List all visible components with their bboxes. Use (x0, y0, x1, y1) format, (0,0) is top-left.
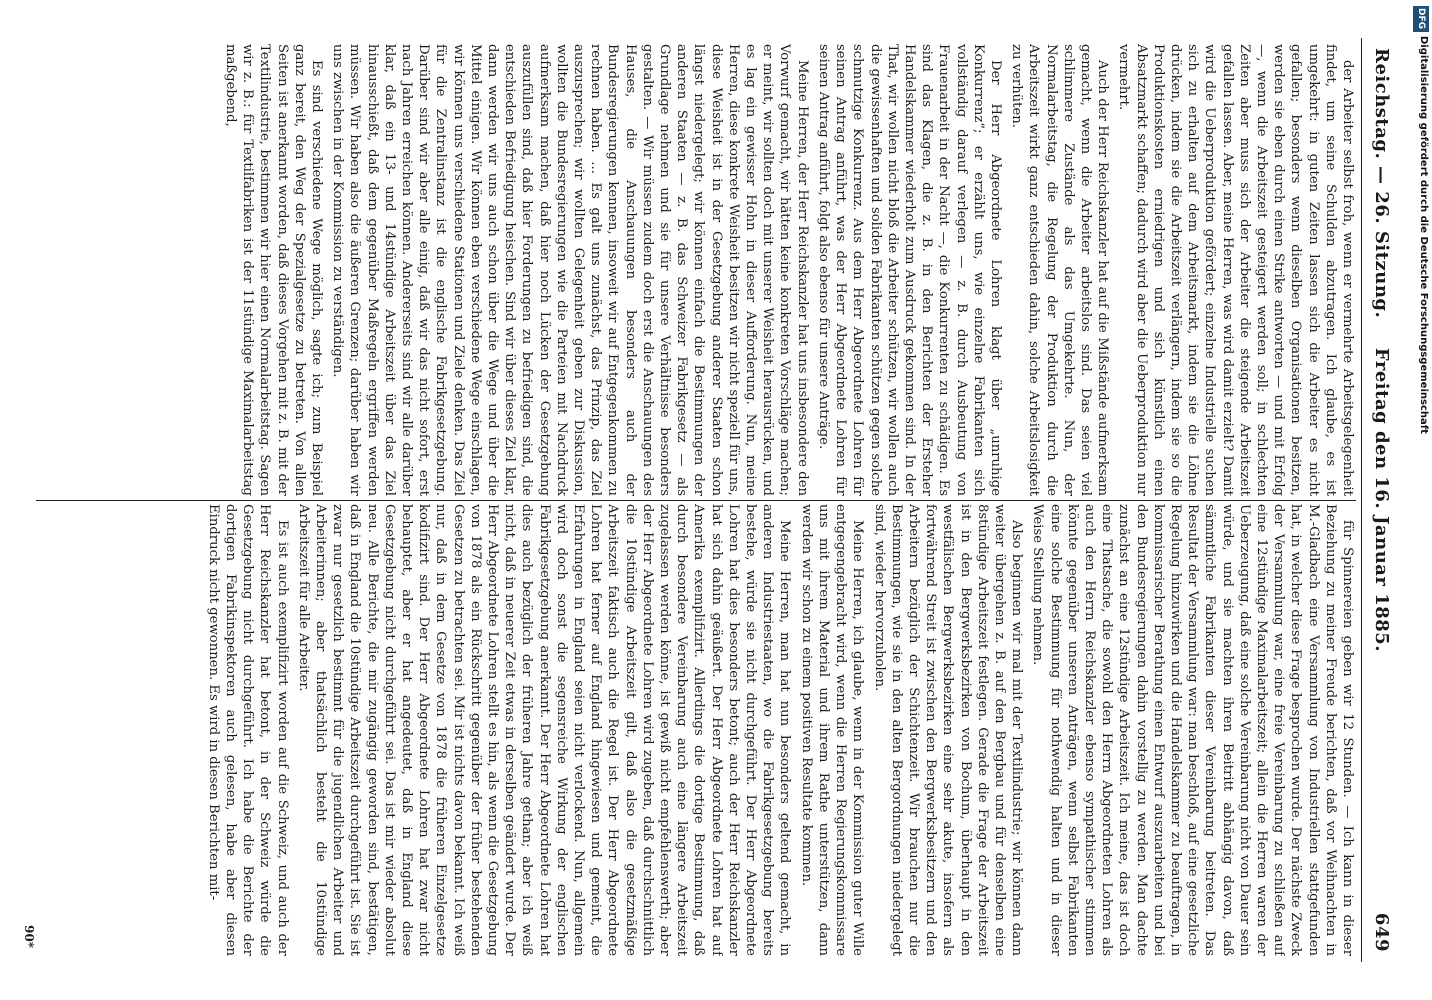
paragraph: Auch der Herr Reichskanzler hat auf die Mißstände aufmerksam gemacht, wenn die Arbeiter arbeitslos sind. Das seien viel schlimmere Zustände als das Umgekehrte. Nun, der Normalarbeitstag, die Regelung der Produktion durch die Arbeitszeit wirkt ganz entschieden dahin, solche Arbeitslosigkeit zu verhüten. (1009, 44, 1111, 496)
signature-mark: 90* (22, 925, 36, 948)
header-rule (1361, 38, 1362, 962)
paragraph: Meine Herren, der Herr Reichskanzler hat uns insbesondere den Vorwurf gemacht, wir hätten keine konkreten Vorschläge machen; er meint, wir sollten doch mit unserer Weisheit herausrücken, und es lag ein gewisser Hohn in dieser Aufforderung. Nun, meine Herren, diese konkrete Weisheit besitzen wir nicht speziell für uns, diese Weisheit ist in der Gesetzgebung anderer Staaten schon längst niedergelegt; wir können einfach die Bestimmungen der anderen Staaten — z. B. das Schweizer Fabrikgesetz — als Grundlage nehmen und sie für unsere Verhältnisse besonders gestalten. — Wir müssen zudem doch erst die Anschauungen des Hauses, die Anschauungen besonders auch der Bundesregierungen kennen, insoweit wir auf Entgegenkommen zu rechnen haben. ... Es galt uns zunächst, das Prinzip, das Ziel auszusprechen; wir wollten Gelegenheit geben zur Diskussion, wollten die Bundesregierungen wie die Parteien mit Nachdruck aufmerksam machen, daß hier noch Lücken der Gesetzgebung auszufüllen sind, daß hier Forderungen zu befriedigen sind, die entschieden Befriedigung heischen. Sind wir über dieses Ziel klar, dann werden wir uns auch schon über die Wege und über die Mittel einigen. Wir können eben verschiedene Wege einschlagen, wir können uns verschiedene Stationen und Ziele denken. Das Ziel für die Zentralinstanz ist die englische Fabrikgesetzgebung. Darüber sind wir aber alle einig, daß wir das nicht sofort, erst nach Jahren erreichen können. Andererseits sind wir alle darüber klar, daß ein 13- und 14stündige Arbeitszeit über das Ziel hinausschießt, daß dem gegenüber Maßregeln ergriffen werden müssen. Wir haben also die äußeren Grenzen; darüber haben wir uns zwischen in der Kommission zu verständigen. (330, 44, 810, 496)
paragraph: für Spinnereien geben wir 12 Stunden. — Ich kann in dieser Beziehung zu meiner Freude berichten, daß vor Weihnachten in M.-Gladbach eine Versammlung von Industriellen stattgefunden hat, in welcher diese Frage besprochen wurde. Der nächste Zweck der Versammlung war, eine freie Vereinbarung zu schließen auf eine 12stündige Maximalarbeitszeit; allein die Herren waren der Ueberzeugung, daß eine solche Vereinbarung nicht von Dauer sein würde, und sie machten ihren Beitritt abhängig davon, daß sämmtliche Fabrikanten dieser Vereinbarung beitreten. Das Resultat der Versammlung war: man beschloß, auf eine gesetzliche Regelung hinzuwirken und die Handelskammer zu beauftragen, in kommissarischer Berathung einen Entwurf auszuarbeiten und bei den Bundesregierungen dahin vorstellig zu werden. Man dachte zunächst an eine 12stündige Arbeitszeit. Ich meine, das ist doch eine Thatsache, die sowohl den Herrn Abgeordneten Lohren als auch den Herrn Reichskanzler ebenso sympathischer stimmen könnte gegenüber unseren Anträgen, wenn selbst Fabrikanten eine solche Bestimmung für nothwendig halten und in dieser Weise Stellung nehmen. (1030, 504, 1355, 956)
paragraph: Meine Herren, ich glaube, wenn in der Kommission guter Wille entgegengebracht wird, wenn die Herren Regierungskommissare uns mit ihrem Material und ihrem Rathe unterstützen, dann werden wir schon zu einem positiven Resultate kommen. (798, 504, 866, 956)
paragraph: Meine Herren, man hat nun besonders geltend gemacht, in anderen Industriestaaten, wo die Fabrikgesetzgebung bereits bestehe, würde sie nicht durchgeführt. Der Herr Abgeordnete Lohren hat dies besonders betont; auch der Herr Reichskanzler hat sich dahin geäußert. Der Herr Abgeordnete Lohren hat auf Amerika exemplifizirt. Allerdings die dortige Bestimmung, daß durch besondere Vereinbarung auch eine längere Arbeitszeit zugelassen werden könne, ist gewiß nicht empfehlenswerth; aber der Herr Abgeordnete Lohren wird zugeben, daß durchschnittlich die 10stündige Arbeitszeit gilt, daß also die gesetzmäßige Arbeitszeit faktisch auch die Regel ist. Der Herr Abgeordnete Lohren hat ferner auf England hingewiesen und gemeint, die Erfahrungen in England seien nicht verlockend. Nun, allgemein wird doch sonst die segensreiche Wirkung der englischen Fabrikgesetzgebung anerkannt. Der Herr Abgeordnete Lohren hat dies auch bezüglich der früheren Jahre gethan; aber ich weiß nicht, daß in neuerer Zeit etwas in derselben geändert wurde. Der Herr Abgeordnete Lohren stellt es hin, als wenn die Gesetzgebung von 1878 als ein Rückschritt gegenüber der früher bestehenden Gesetzen zu betrachten sei. Mir ist nichts davon bekannt. Ich weiß nur, daß in dem Gesetze von 1878 die früheren Einzelgesetze kodifizirt sind. Der Herr Abgeordnete Lohren hat zwar nicht behauptet, aber er hat angedeutet, daß in England diese Gesetzgebung nicht durchgeführt sei. Das ist mir wieder absolut neu. Alle Berichte, die mir zugängig geworden sind, bestätigen, daß in England die 10stündige Arbeitszeit durchgeführt ist. Sie ist zwar nur gesetzlich bestimmt für die jugendlichen Arbeiter und Arbeiterinnen; aber thatsächlich besteht die 10stündige Arbeitszeit für alle Arbeiter. (295, 504, 793, 956)
rotated-newspaper-page (16, 30, 1416, 970)
page-frame (22, 38, 1396, 962)
paragraph: Es ist auch exemplifizirt worden auf die Schweiz, und auch der Herr Reichskanzler hat betont, in der Schweiz würde die Gesetzgebung nicht durchgeführt. Ich habe die Berichte der dortigen Fabrikinspektoren auch gelesen, habe aber diesen Eindruck nicht gewonnen. Es wird in diesen Berichten mit- (205, 504, 290, 956)
header-date: Freitag den 16. Januar 1885. (1371, 347, 1392, 653)
dfg-logo-icon: DFG (1413, 6, 1429, 32)
page-number: 649 (1371, 912, 1392, 952)
paragraph: Es sind verschiedene Wege möglich, sagte ich; zum Beispiel ganz bereit, den Weg der Spezialgesetze zu betreten. Von allen Seiten ist anerkannt worden, daß dieses Vorgehen mit z. B. mit der Textilindustrie, bestimmen wir hier einen Normalarbeitstag. Sagen wir z. B.: für Textilfabriken ist der 11stündige Maximalarbeitstag maßgebend, (223, 44, 325, 496)
paragraph: Also beginnen wir mal mit der Textilindustrie; wir können dann weiter übergehen z. B. auf den Bergbau und für denselben eine 8stündige Arbeitszeit festlegen. Gerade die Frage der Arbeitszeit ist in den Bergwerksbezirken von Bochum, überhaupt in den westfälischen Bergwerksbezirken eine sehr akute, insofern als fortwährend Streit ist zwischen den Bergwerksbesitzern und den Arbeitern bezüglich der Schichtenzeit. Wir brauchen nur die Bestimmungen, wie sie in den alten Bergordnungen niedergelegt sind, wieder hervorzuholen. (871, 504, 1025, 956)
header-left: Reichstag. — 26. Sitzung. (1371, 48, 1392, 319)
column-divider (36, 500, 1356, 501)
page-header (1362, 38, 1396, 962)
digitization-credit-strip (1410, 0, 1432, 1000)
paragraph: der Arbeiter selbst froh, wenn er vermehrte Arbeitsgelegenheit findet, um seine Schulden abzutragen. Ich glaube, es ist umgekehrt: in guten Zeiten lassen sich die Arbeiter es nicht gefallen; besonders wenn dieselben Organisationen besitzen, werden sie eben durch einen Strike antworten — und mit Erfolg —, wenn die Arbeitszeit gesteigert werden soll; in schlechten Zeiten aber muss sich der Arbeiter die steigende Arbeitszeit gefallen lassen. Aber, meine Herren, was wird damit erzielt? Damit wird die Ueberproduktion gefördert; einzelne Industrielle suchen sich zu erhalten auf dem Arbeitsmarkt, indem sie die Löhne drücken, indem sie die Arbeitszeit verlängern, indem sie so die Produktionskosten erniedrigen und sich künstlich einen Absatzmarkt schaffen; dadurch wird aber die Ueberproduktion nur vermehrt. (1116, 44, 1355, 496)
left-column (36, 44, 1356, 496)
paragraph: Der Herr Abgeordnete Lohren klagt über „unruhige Konkurrenz“; er erzählt uns, wie einzelne Fabrikanten sich vollständig darauf verlegen — z. B. durch Ausbeutung von Frauenarbeit in der Nacht —, die Konkurrenten zu schädigen. Es sind das Klagen, die z. B. in den Berichten der Ersteher Handelskammer wiederholt zum Ausdruck gekommen sind. In der That, wir wollen nicht bloß die Arbeiter schützen, wir wollen auch die gewissenhaften und soliden Fabrikanten schützen gegen solche schmutzige Konkurrenz. Aus dem Herr Abgeordnete Lohren für seinen Antrag anführt, was der Herr Abgeordnete Lohren für seinen Antrag anführt, folgt also ebenso für unsere Anträge. (815, 44, 1003, 496)
columns (22, 38, 1356, 962)
digitization-credit: Digitalisierung gefördert durch die Deutsche Forschungsgemeinschaft (1418, 36, 1429, 434)
right-column (36, 504, 1356, 956)
